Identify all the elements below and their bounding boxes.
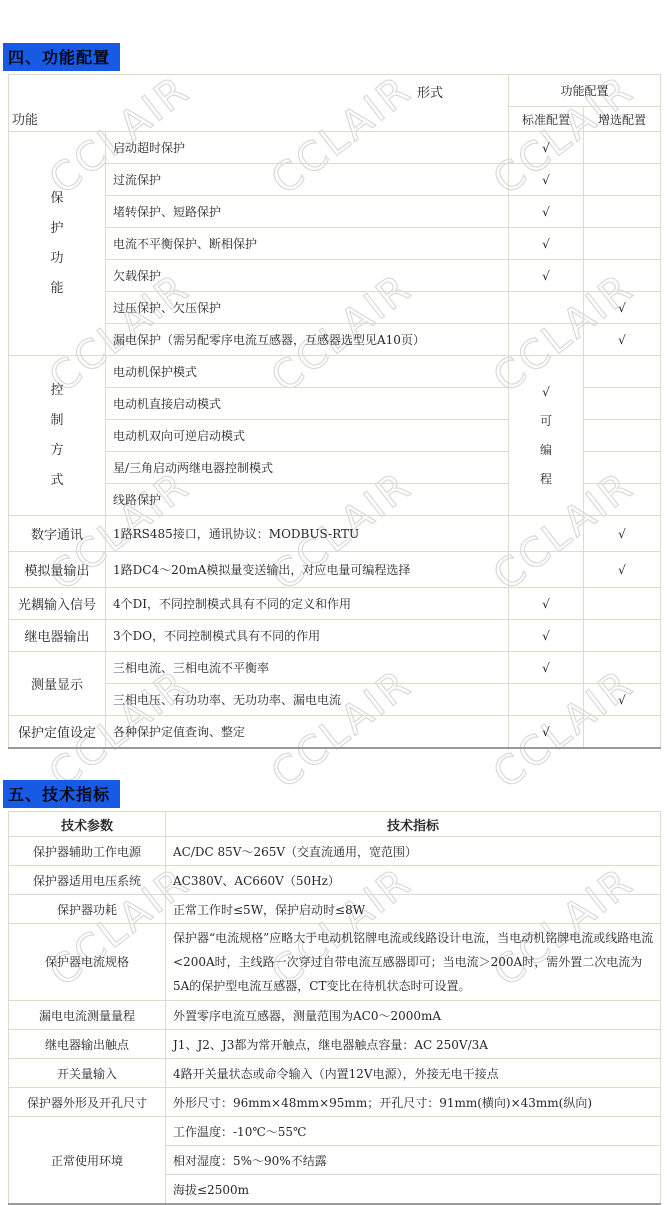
table-row bbox=[9, 260, 661, 292]
standard-check bbox=[509, 516, 584, 552]
table-row bbox=[9, 356, 661, 388]
table-row bbox=[9, 552, 661, 588]
standard-check bbox=[509, 552, 584, 588]
param-label: 开关量输入 bbox=[9, 1059, 166, 1088]
optional-check: √ bbox=[584, 516, 661, 552]
optional-check bbox=[584, 132, 661, 164]
spec-value: 保护器“电流规格”应略大于电动机铭牌电流或线路设计电流，当电动机铭牌电流或线路电流<200A时，主线路一次穿过自带电流互感器即可；当电流＞200A时，需外置二次电流为5A的保护型电流互感器，CT变比在待机状态时可设置。 bbox=[166, 924, 661, 1001]
optional-check bbox=[584, 588, 661, 620]
param-label: 漏电电流测量量程 bbox=[9, 1001, 166, 1030]
row-label: 保护定值设定 bbox=[9, 716, 106, 749]
row-label: 继电器输出 bbox=[9, 620, 106, 652]
item-cell: 电流不平衡保护、断相保护 bbox=[106, 228, 509, 260]
optional-check bbox=[584, 452, 661, 484]
table-row bbox=[9, 588, 661, 620]
item-cell: 线路保护 bbox=[106, 484, 509, 516]
optional-check: √ bbox=[584, 552, 661, 588]
header-optional: 增选配置 bbox=[584, 107, 661, 132]
spec-value: 正常工作时≤5W，保护启动时≤8W bbox=[166, 895, 661, 924]
optional-check: √ bbox=[584, 684, 661, 716]
tech-spec-table bbox=[8, 811, 661, 1205]
row-label: 数字通讯 bbox=[9, 516, 106, 552]
spec-value: J1、J2、J3都为常开触点，继电器触点容量：AC 250V/3A bbox=[166, 1030, 661, 1059]
header-tech-param: 技术参数 bbox=[9, 812, 166, 837]
param-label: 继电器输出触点 bbox=[9, 1030, 166, 1059]
item-cell: 过流保护 bbox=[106, 164, 509, 196]
standard-check bbox=[509, 324, 584, 356]
optional-check: √ bbox=[584, 292, 661, 324]
table-row bbox=[9, 1117, 661, 1146]
function-config-table bbox=[8, 74, 661, 749]
optional-check bbox=[584, 228, 661, 260]
optional-check bbox=[584, 164, 661, 196]
header-form: 形式 bbox=[417, 86, 444, 101]
group-label-control: 控制方式 bbox=[9, 356, 106, 516]
optional-check bbox=[584, 484, 661, 516]
item-cell: 三相电流、三相电流不平衡率 bbox=[106, 652, 509, 684]
standard-check: √ bbox=[509, 260, 584, 292]
optional-check bbox=[584, 420, 661, 452]
header-tech-spec: 技术指标 bbox=[166, 812, 661, 837]
table-row bbox=[9, 228, 661, 260]
table-row bbox=[9, 516, 661, 552]
table-row bbox=[9, 895, 661, 924]
table-row bbox=[9, 1059, 661, 1088]
standard-check: √ bbox=[509, 716, 584, 749]
item-cell: 星/三角启动两继电器控制模式 bbox=[106, 452, 509, 484]
section5-title: 五、技术指标 bbox=[8, 785, 111, 804]
item-cell: 堵转保护、短路保护 bbox=[106, 196, 509, 228]
group-label-environment: 正常使用环境 bbox=[9, 1117, 166, 1205]
item-cell: 1路DC4～20mA模拟量变送输出，对应电量可编程选择 bbox=[106, 552, 509, 588]
table-row bbox=[9, 324, 661, 356]
table-row bbox=[9, 292, 661, 324]
optional-check bbox=[584, 716, 661, 749]
param-label: 保护器外形及开孔尺寸 bbox=[9, 1088, 166, 1117]
standard-check: √ bbox=[509, 132, 584, 164]
item-cell: 电动机保护模式 bbox=[106, 356, 509, 388]
group-label-protection: 保护功能 bbox=[9, 132, 106, 356]
spec-value: 外置零序电流互感器，测量范围为AC0～2000mA bbox=[166, 1001, 661, 1030]
table-row bbox=[9, 196, 661, 228]
standard-programmable-cell: √可编程 bbox=[509, 356, 584, 516]
header-function: 功能 bbox=[12, 113, 39, 128]
item-cell: 电动机直接启动模式 bbox=[106, 388, 509, 420]
table-header-row bbox=[9, 812, 661, 837]
spec-value: 相对湿度：5%～90%不结露 bbox=[166, 1146, 661, 1175]
spec-value: AC380V、AC660V（50Hz） bbox=[166, 866, 661, 895]
spec-value: 4路开关量状态或命令输入（内置12V电源），外接无电干接点 bbox=[166, 1059, 661, 1088]
optional-check bbox=[584, 388, 661, 420]
group-label-measure: 测量显示 bbox=[9, 652, 106, 716]
param-label: 保护器适用电压系统 bbox=[9, 866, 166, 895]
optional-check bbox=[584, 652, 661, 684]
item-cell: 欠载保护 bbox=[106, 260, 509, 292]
item-cell: 各种保护定值查询、整定 bbox=[106, 716, 509, 749]
item-cell: 三相电压、有功功率、无功功率、漏电电流 bbox=[106, 684, 509, 716]
optional-check bbox=[584, 196, 661, 228]
item-cell: 漏电保护（需另配零序电流互感器，互感器选型见A10页） bbox=[106, 324, 509, 356]
table-row bbox=[9, 1030, 661, 1059]
header-config: 功能配置 bbox=[509, 75, 661, 107]
param-label: 保护器辅助工作电源 bbox=[9, 837, 166, 866]
standard-check: √ bbox=[509, 228, 584, 260]
item-cell: 过压保护、欠压保护 bbox=[106, 292, 509, 324]
item-cell: 4个DI，不同控制模式具有不同的定义和作用 bbox=[106, 588, 509, 620]
item-cell: 3个DO，不同控制模式具有不同的作用 bbox=[106, 620, 509, 652]
spec-value: 海拔≤2500m bbox=[166, 1175, 661, 1205]
standard-check: √ bbox=[509, 652, 584, 684]
optional-check bbox=[584, 260, 661, 292]
table-row bbox=[9, 716, 661, 749]
section5-header-bar bbox=[3, 780, 120, 808]
spec-value: 工作温度：-10℃～55℃ bbox=[166, 1117, 661, 1146]
section4-header-bar bbox=[3, 43, 120, 71]
spec-value: 外形尺寸：96mm×48mm×95mm；开孔尺寸：91mm(横向)×43mm(纵向) bbox=[166, 1088, 661, 1117]
optional-check bbox=[584, 620, 661, 652]
spec-value: AC/DC 85V～265V（交直流通用，宽范围） bbox=[166, 837, 661, 866]
table-row bbox=[9, 620, 661, 652]
row-label: 光耦输入信号 bbox=[9, 588, 106, 620]
table-row bbox=[9, 132, 661, 164]
table-row bbox=[9, 866, 661, 895]
table-row bbox=[9, 1001, 661, 1030]
section4-title: 四、功能配置 bbox=[8, 48, 111, 67]
table-row bbox=[9, 837, 661, 866]
param-label: 保护器功耗 bbox=[9, 895, 166, 924]
table-row bbox=[9, 164, 661, 196]
table-row bbox=[9, 684, 661, 716]
standard-check: √ bbox=[509, 620, 584, 652]
header-standard: 标准配置 bbox=[509, 107, 584, 132]
item-cell: 启动超时保护 bbox=[106, 132, 509, 164]
optional-check bbox=[584, 356, 661, 388]
item-cell: 电动机双向可逆启动模式 bbox=[106, 420, 509, 452]
item-cell: 1路RS485接口，通讯协议：MODBUS-RTU bbox=[106, 516, 509, 552]
table-row bbox=[9, 652, 661, 684]
standard-check bbox=[509, 292, 584, 324]
table-row bbox=[9, 1088, 661, 1117]
standard-check: √ bbox=[509, 588, 584, 620]
standard-check: √ bbox=[509, 196, 584, 228]
row-label: 模拟量输出 bbox=[9, 552, 106, 588]
param-label: 保护器电流规格 bbox=[9, 924, 166, 1001]
table-row bbox=[9, 924, 661, 1001]
standard-check bbox=[509, 684, 584, 716]
corner-header-cell bbox=[9, 75, 509, 132]
optional-check: √ bbox=[584, 324, 661, 356]
standard-check: √ bbox=[509, 164, 584, 196]
